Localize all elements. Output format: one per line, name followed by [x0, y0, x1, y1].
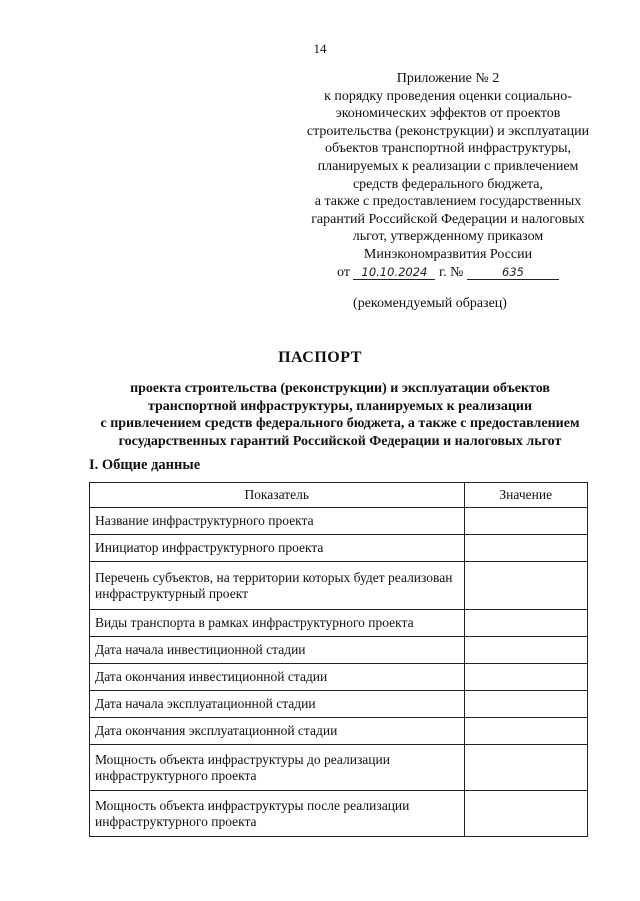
indicator-cell: Дата окончания инвестиционной стадии [90, 664, 465, 691]
table-row [90, 637, 588, 664]
handwritten-order-date: 10.10.2024 [353, 265, 435, 280]
appendix-line: экономических эффектов от проектов [335, 106, 561, 122]
value-cell[interactable] [464, 610, 588, 637]
indicator-cell: Мощность объекта инфраструктуры до реализации инфраструктурного проекта [90, 745, 465, 791]
general-data-table [89, 482, 588, 837]
value-cell[interactable] [464, 535, 588, 562]
table-row [90, 791, 588, 837]
appendix-line: планируемых к реализации с привлечением [317, 158, 579, 174]
appendix-line: средств федерального бюджета, [352, 176, 544, 192]
page-number: 14 [313, 41, 327, 56]
appendix-line: а также с предоставлением государственных [314, 194, 582, 210]
appendix-title: Приложение № 2 [396, 71, 500, 86]
table-row [90, 535, 588, 562]
subtitle-line: с привлечением средств федерального бюджета, а также с предоставлением [100, 416, 580, 431]
subtitle-line: проекта строительства (реконструкции) и эксплуатации объектов [130, 381, 550, 396]
subtitle-line: транспортной инфраструктуры, планируемых к реализации [147, 398, 533, 414]
indicator-cell: Виды транспорта в рамках инфраструктурного проекта [90, 610, 465, 637]
table-header-row [90, 483, 588, 508]
indicator-cell: Дата окончания эксплуатационной стадии [90, 718, 465, 745]
table-row [90, 562, 588, 610]
order-line [278, 264, 618, 282]
table-row [90, 664, 588, 691]
value-cell[interactable] [464, 691, 588, 718]
indicator-cell: Инициатор инфраструктурного проекта [90, 535, 465, 562]
table-row [90, 745, 588, 791]
indicator-cell: Дата начала эксплуатационной стадии [90, 691, 465, 718]
table-row [90, 508, 588, 535]
appendix-line: строительства (реконструкции) и эксплуатации [306, 123, 590, 139]
table-row [90, 691, 588, 718]
indicator-cell: Дата начала инвестиционной стадии [90, 637, 465, 664]
column-header-value: Значение [464, 483, 588, 508]
handwritten-order-number: 635 [467, 265, 559, 280]
order-number-label: г. № [438, 264, 464, 280]
order-prefix: от [337, 264, 350, 280]
value-cell[interactable] [464, 791, 588, 837]
appendix-line: льгот, утвержденному приказом [352, 229, 544, 245]
value-cell[interactable] [464, 664, 588, 691]
indicator-cell: Мощность объекта инфраструктуры после реализации инфраструктурного проекта [90, 791, 465, 837]
value-cell[interactable] [464, 508, 588, 535]
table-row [90, 610, 588, 637]
document-subtitle [60, 380, 620, 450]
indicator-cell: Название инфраструктурного проекта [90, 508, 465, 535]
appendix-line: объектов транспортной инфраструктуры, [324, 141, 572, 157]
section-title: I. Общие данные [89, 457, 201, 473]
value-cell[interactable] [464, 637, 588, 664]
document-title: ПАСПОРТ [278, 349, 362, 366]
value-cell[interactable] [464, 745, 588, 791]
appendix-line: к порядку проведения оценки социально- [324, 88, 572, 104]
indicator-cell: Перечень субъектов, на территории которых будет реализован инфраструктурный проект [90, 562, 465, 610]
subtitle-line: государственных гарантий Российской Федерации и налоговых льгот [118, 433, 562, 449]
value-cell[interactable] [464, 718, 588, 745]
table-row [90, 718, 588, 745]
value-cell[interactable] [464, 562, 588, 610]
appendix-line: гарантий Российской Федерации и налоговых [311, 211, 585, 227]
sample-note: (рекомендуемый образец) [353, 296, 507, 311]
appendix-header [278, 70, 618, 281]
appendix-line: Минэкономразвития России [363, 246, 533, 262]
column-header-indicator: Показатель [90, 483, 465, 508]
